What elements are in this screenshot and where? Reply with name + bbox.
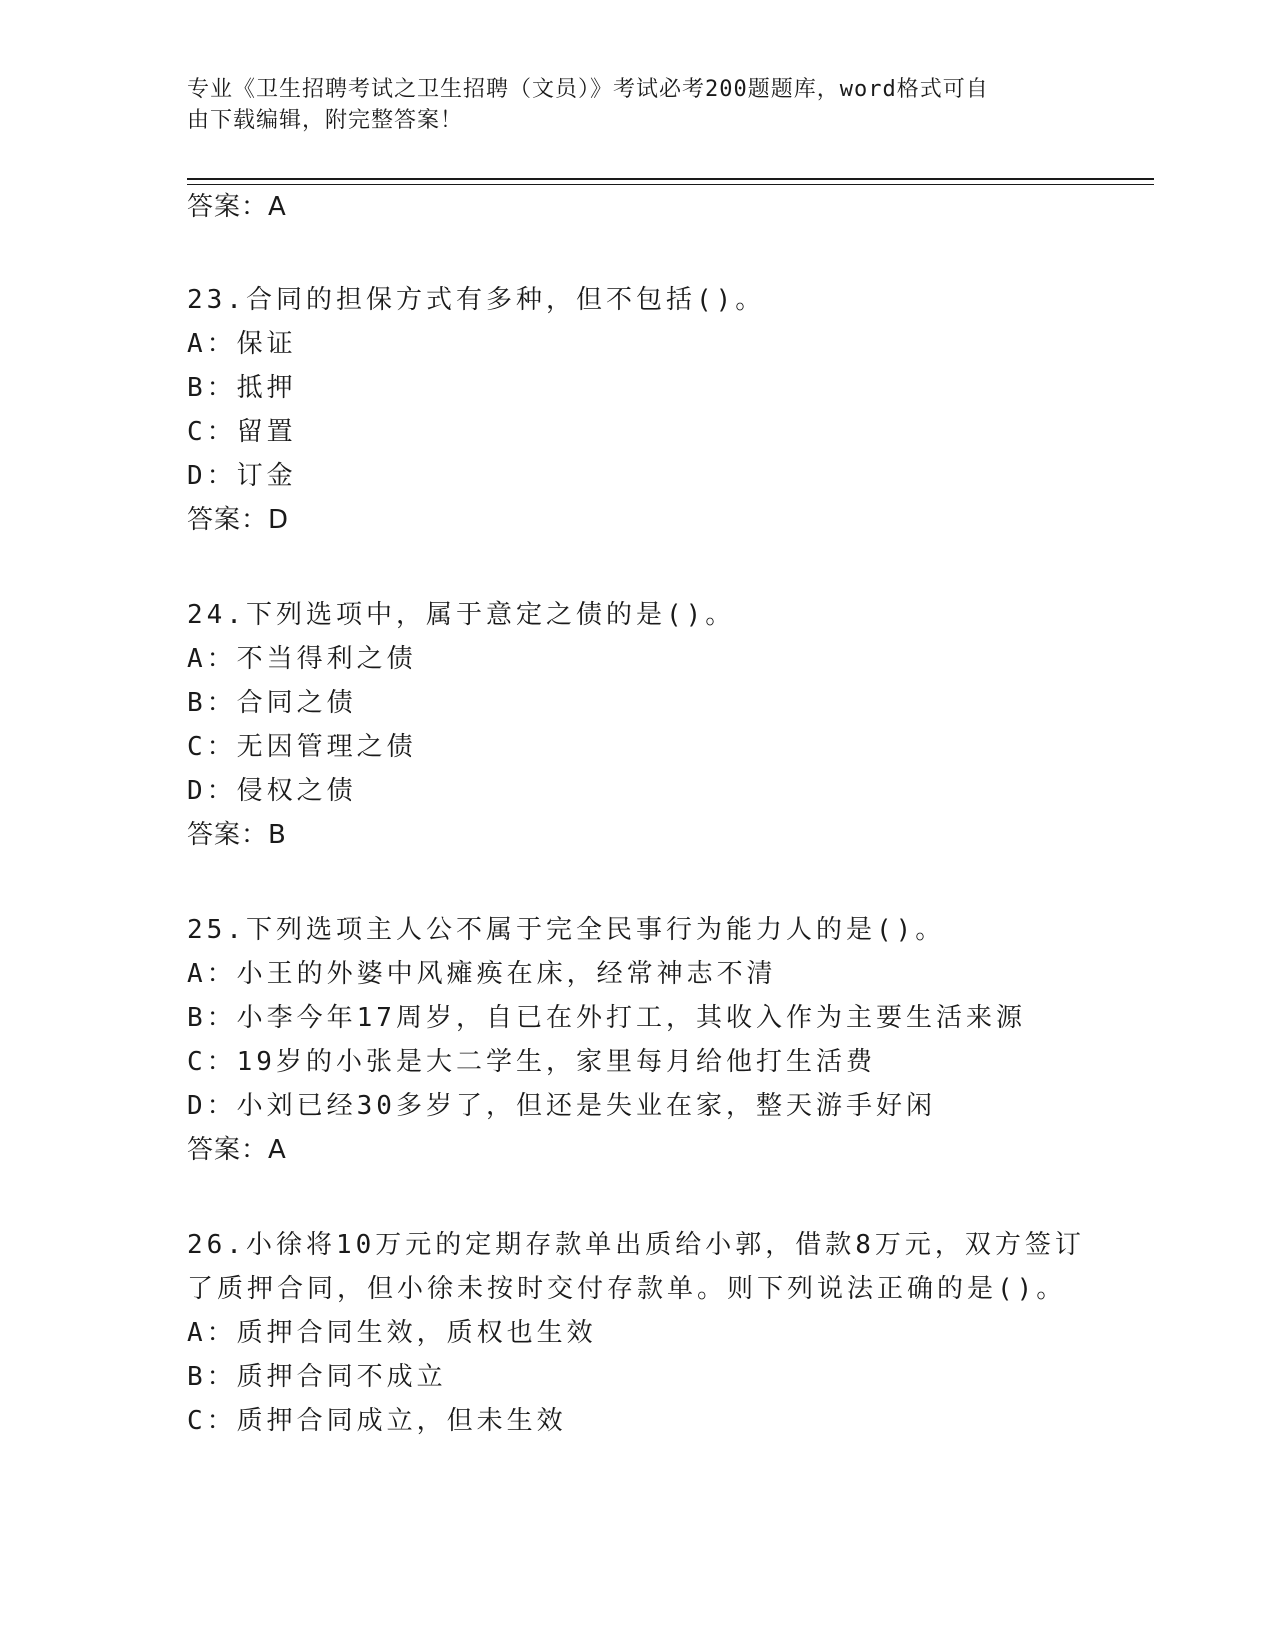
document-header [187, 74, 1067, 136]
question-26-stem-line-1: 26.小徐将10万元的定期存款单出质给小郭，借款8万元，双方签订 [187, 1230, 1085, 1260]
question-23-option-b: B：抵押 [187, 373, 297, 403]
question-24-option-c: C：无因管理之债 [187, 732, 417, 762]
question-23-option-a: A：保证 [187, 329, 297, 359]
question-25-option-d: D：小刘已经30多岁了，但还是失业在家，整天游手好闲 [187, 1091, 936, 1121]
header-line-1: 专业《卫生招聘考试之卫生招聘（文员）》考试必考200题题库，word格式可自 [187, 77, 989, 102]
question-24-option-b: B：合同之债 [187, 688, 357, 718]
question-25-option-a: A：小王的外婆中风瘫痪在床，经常神志不清 [187, 959, 777, 989]
question-25-stem: 25.下列选项主人公不属于完全民事行为能力人的是()。 [187, 915, 946, 945]
question-23-option-c: C：留置 [187, 417, 297, 447]
header-divider-thin [187, 184, 1154, 185]
question-25-option-b: B：小李今年17周岁，自已在外打工，其收入作为主要生活来源 [187, 1003, 1026, 1033]
question-26-option-a: A：质押合同生效，质权也生效 [187, 1318, 597, 1348]
header-divider [187, 178, 1154, 180]
header-line-2: 由下载编辑，附完整答案！ [187, 108, 464, 133]
question-26-option-c: C：质押合同成立，但未生效 [187, 1406, 567, 1436]
question-26-stem-line-2: 了质押合同，但小徐未按时交付存款单。则下列说法正确的是()。 [187, 1274, 1067, 1304]
question-24-answer: 答案：B [187, 820, 287, 850]
question-26-option-b: B：质押合同不成立 [187, 1362, 447, 1392]
question-25-answer: 答案：A [187, 1135, 287, 1165]
question-24-option-a: A：不当得利之债 [187, 644, 417, 674]
answer-22: 答案：A [187, 192, 287, 222]
question-23-answer: 答案：D [187, 505, 290, 535]
question-23-stem: 23.合同的担保方式有多种，但不包括()。 [187, 285, 766, 315]
question-23-option-d: D：订金 [187, 461, 297, 491]
question-24-stem: 24.下列选项中，属于意定之债的是()。 [187, 600, 736, 630]
question-24-option-d: D：侵权之债 [187, 776, 357, 806]
question-25-option-c: C：19岁的小张是大二学生，家里每月给他打生活费 [187, 1047, 876, 1077]
